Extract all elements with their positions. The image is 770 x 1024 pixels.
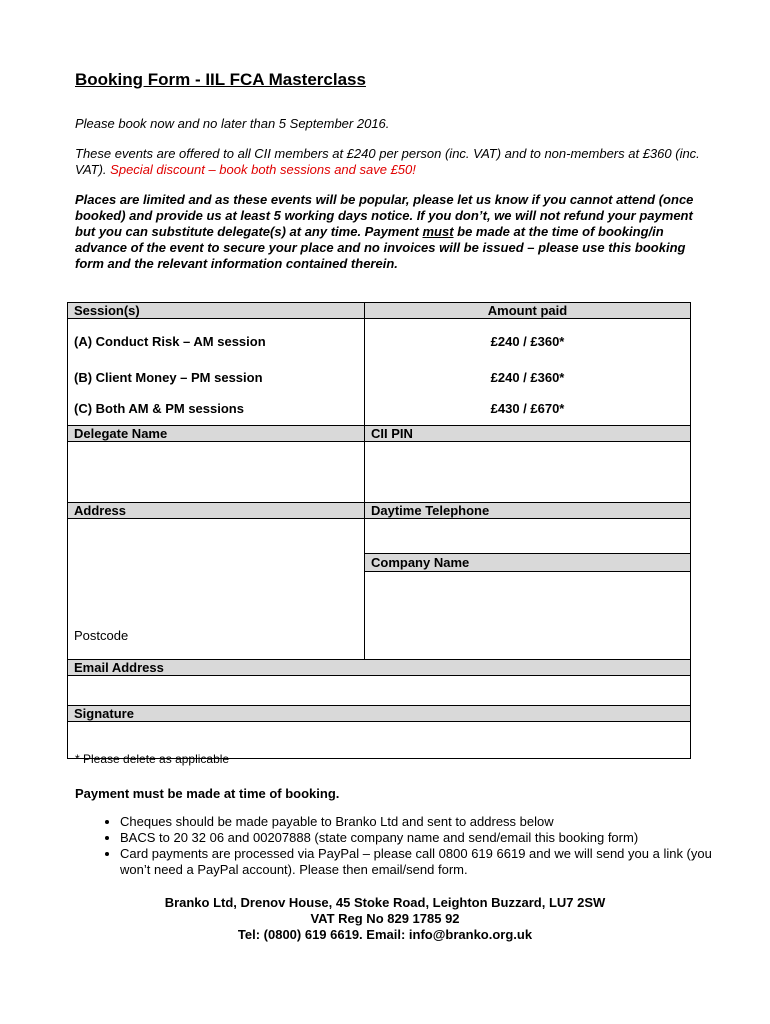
company-footer — [75, 895, 695, 943]
booking-deadline: Please book now and no later than 5 September 2016. — [75, 116, 390, 131]
delegate-name-field[interactable] — [68, 442, 365, 503]
notice-part1: Places are limited and as these events will be popular, please let us know if you cannot attend (once booked) and provide us at least 5 working days notice. If you don’t, we will not refund your payment but you can substitute delegate(s) at any time. Payment — [75, 192, 694, 239]
delegate-input-row — [68, 442, 691, 503]
notice-part2: be made at the time of booking/in advance of the event to secure your place and no invoices will be issued – please use this booking form and the relevant information contained therein. — [75, 224, 686, 271]
footer-contact: Tel: (0800) 619 6619. Email: info@branko.org.uk — [237, 927, 533, 942]
session-label: (A) Conduct Risk – AM session — [68, 319, 365, 364]
footer-address: Branko Ltd, Drenov House, 45 Stoke Road, Leighton Buzzard, LU7 2SW — [164, 895, 606, 910]
booking-notice — [75, 192, 700, 272]
signature-header-row — [68, 706, 691, 722]
daytime-telephone-field[interactable] — [365, 519, 691, 554]
address-field[interactable] — [68, 519, 365, 660]
address-label: Address — [68, 503, 365, 519]
session-amount[interactable]: £430 / £670* — [365, 391, 691, 426]
notice-must: must — [422, 224, 454, 239]
cii-pin-field[interactable] — [365, 442, 691, 503]
amount-header: Amount paid — [365, 303, 691, 319]
company-name-label: Company Name — [365, 554, 691, 572]
discount-text: Special discount – book both sessions and save £50! — [110, 162, 416, 177]
session-row[interactable] — [68, 391, 691, 426]
list-item: • Card payments are processed via PayPal – please call 0800 619 6619 and we will send you a link (you won’t need a PayPal account). Please then email/send form. — [120, 846, 740, 878]
pricing-text — [75, 146, 700, 178]
session-row[interactable] — [68, 319, 691, 364]
delegate-header-row — [68, 426, 691, 442]
company-name-field[interactable] — [365, 572, 691, 660]
footer-vat: VAT Reg No 829 1785 92 — [310, 911, 460, 926]
address-row — [68, 519, 691, 554]
session-amount[interactable]: £240 / £360* — [365, 319, 691, 364]
session-amount[interactable]: £240 / £360* — [365, 363, 691, 391]
email-address-field[interactable] — [68, 676, 691, 706]
page-title: Booking Form - IIL FCA Masterclass — [75, 70, 366, 89]
pricing-info: These events are offered to all CII members at £240 per person (inc. VAT) and to non-members at £360 (inc. VAT). — [75, 146, 700, 177]
daytime-telephone-label: Daytime Telephone — [365, 503, 691, 519]
email-input-row — [68, 676, 691, 706]
delegate-name-label: Delegate Name — [68, 426, 365, 442]
session-row[interactable] — [68, 363, 691, 391]
payment-heading: Payment must be made at time of booking. — [75, 786, 340, 801]
session-label: (C) Both AM & PM sessions — [68, 391, 365, 426]
sessions-header: Session(s) — [68, 303, 365, 319]
footnote: * Please delete as applicable — [75, 752, 230, 766]
session-label: (B) Client Money – PM session — [68, 363, 365, 391]
signature-label: Signature — [68, 706, 691, 722]
sessions-header-row — [68, 303, 691, 319]
postcode-label: Postcode — [74, 628, 129, 643]
address-header-row — [68, 503, 691, 519]
booking-form-table — [67, 302, 691, 759]
email-header-row — [68, 660, 691, 676]
cii-pin-label: CII PIN — [365, 426, 691, 442]
list-item: • BACS to 20 32 06 and 00207888 (state company name and send/email this booking form) — [120, 830, 740, 846]
payment-methods-list — [75, 814, 740, 878]
list-item: • Cheques should be made payable to Branko Ltd and sent to address below — [120, 814, 740, 830]
email-address-label: Email Address — [68, 660, 691, 676]
